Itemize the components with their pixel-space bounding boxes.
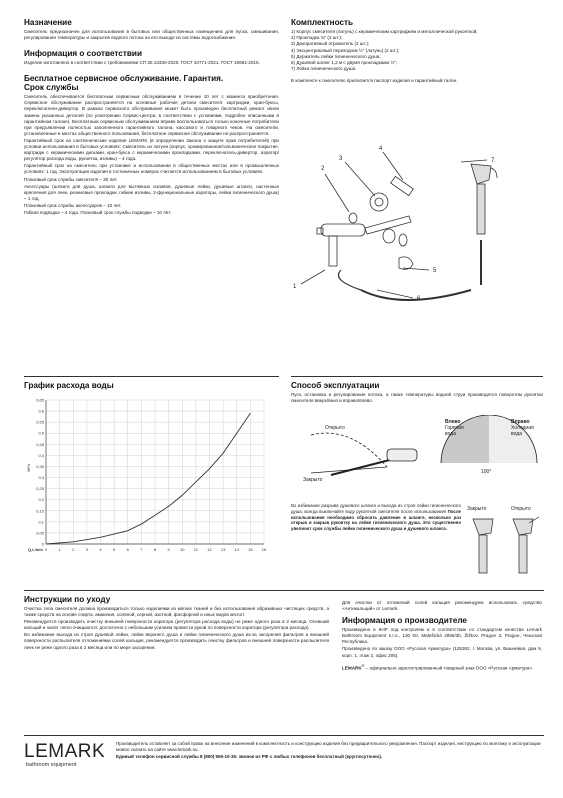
x-tick-label: 0 [44, 547, 48, 552]
y-tick-label: 0,3 [38, 475, 44, 481]
y-tick-label: 0,65 [36, 397, 44, 403]
conformity-text: Изделие изготовлено в соответствии с требованиями СП 30.13330-2020, ГОСТ 34771-2021, ГОСТ 19681-2016. [24, 60, 260, 66]
flow-chart-section [24, 381, 279, 567]
manufacturer-p3 [342, 663, 542, 672]
footer-line1: Производитель оставляет за собой право на внесение изменений в комплектность и конструкцию изделия без предварительного уведомления. Паспорт изделия, инструкцию по монтажу и эксплуатации можно скачать на сайте www.lemark.su. [116, 741, 541, 753]
kit-list [291, 29, 543, 72]
warranty-p2: Гарантийный срок на сантехнические изделия LEMARK (в определении Закона о защите прав потребителей) при условии использования в бытовых условиях: Смеситель из латуни (корпус, хромированное/гальваническое покрытие, картридж с керамическими дисками, кран-букса с керамическими прокладками, переключатель-дивертор, аэратор/регулятор расхода воды, рукоятка, изливы) – 4 года. [24, 137, 279, 162]
kit-item: 4) Эксцентриковый переходник ½" (латунь) (2 шт.); [291, 47, 400, 53]
flow-chart-title: График расхода воды [24, 381, 114, 390]
label-2: 2 [321, 166, 325, 172]
y-tick-label: 0,1 [38, 519, 44, 525]
warranty-p4: Плановый срок службы смесителя – 30 лет. [24, 176, 118, 182]
kit-note: В комплекте к смесителю прилагается паспорт изделия и гарантийный талон. [291, 78, 458, 84]
x-tick-label: 11 [193, 547, 198, 552]
brand-name: LEMARK [342, 665, 362, 671]
left-label: Влево [445, 419, 461, 425]
purpose-title: Назначение [24, 18, 72, 27]
manufacturer-title: Информация о производителе [342, 616, 467, 626]
warranty-title [24, 74, 279, 92]
x-tick-label: 8 [153, 547, 157, 552]
manufacturer-section [342, 600, 542, 672]
y-tick-label: 0,5 [38, 430, 44, 436]
kit-item: 5) Держатель лейки гигиенического душа; [291, 53, 381, 59]
warranty-p5: Аксессуары (шланги для душа, шланги для вытяжных изливов, душевые лейки, душевые штанги, настенные крепления для леек, резиновые прокладки, гибкие изливы, 2-функциональные аэраторы, лейки гигиенического душа) – 1 год. [24, 183, 279, 201]
manufacturer-p1: Произведено в КНР под контролем и в соответствии со стандартом качества Lemark Bathroom Equipment s.r.o., 130 00, Malešická 2855/2b, Žižkov, Prague 3, Prague, Чешская Республика. [342, 627, 542, 645]
kit-item: 2) Прокладка ¾" (2 шт.); [291, 35, 343, 41]
care-p1: Очистка тела смесителя должна производиться только изделиями из мягких тканей и без использования абразивных чистящих средств, а также средств на основе спирта, аммония, соляной, серной, азотной, фосфорной и иных видов кислот. [24, 606, 329, 618]
label-3: 3 [339, 156, 343, 162]
warranty-title-line1: Бесплатное сервисное обслуживание. Гарантия. [24, 74, 224, 84]
part-labels [293, 146, 495, 302]
footer-line2: Единый телефон сервисной службы 8 (800) 555-10-35: звонок из РФ с любых телефонов бесплатный (круглосуточно). [116, 753, 383, 759]
divider [24, 376, 279, 377]
open-label-2: Открыто [511, 506, 531, 512]
series-line [46, 413, 250, 544]
flow-chart [24, 392, 279, 562]
kit-item: 6) Душевой шланг 1,2 м с двумя прокладками ½"; [291, 60, 398, 66]
degree-label: 100° [481, 469, 492, 475]
label-5: 5 [433, 268, 437, 274]
y-axis-label: MPa [26, 463, 31, 472]
care-title: Инструкции по уходу [24, 595, 111, 604]
kit-item: 7) Лейка гигиенического душа. [291, 66, 357, 72]
y-tick-label: 0,55 [36, 419, 44, 425]
kit-item: 1) Корпус смесителя (латунь) с керамическим картриджем и металлической рукояткой; [291, 29, 478, 34]
y-tick-label: 0,25 [36, 486, 44, 492]
warranty-p1: Смеситель обеспечивается бесплатным сервисным обслуживанием в течение 10 лет с момента приобретения. Сервисное обслуживание распространяется на основные рабочие детали смесителя: картриджи, кран-буксы, переключатели-дивертор. В рамках сервисного обслуживания может быть произведен бесплатный ремонт и/или замена указанных деталей (по усмотрению Сервис-центра, в соответствии с условиями, подробно описанными в гарантийном талоне). Бесплатным сервисным обслуживанием вправе воспользоваться только конечные потребители при предъявлении полностью заполненного гарантийного талона, кассового и товарного чеков. На смесители, установленные в местах общественного пользования, бесплатное сервисное обслуживание не распространяется. [24, 94, 279, 136]
x-tick-label: 1 [58, 547, 61, 552]
label-4: 4 [379, 146, 383, 152]
usage-title: Способ эксплуатации [291, 381, 380, 390]
warranty-p3: Гарантийный срок на смеситель при установке и использовании в общественных местах или в промышленных условиях: 1 год. Эксплуатация изделия в гостиничных номерах считается использованием в бытовых условиях. [24, 163, 279, 175]
warranty-title-line2: Срок службы [24, 83, 79, 93]
y-tick-label: 0,35 [36, 463, 44, 469]
conformity-title: Информация о соответствии [24, 49, 142, 59]
y-tick-label: 0,05 [36, 530, 44, 536]
divider [291, 376, 543, 377]
right-sub2: вода [511, 431, 522, 437]
sprayer-diagram [465, 503, 545, 578]
label-7: 7 [491, 158, 495, 164]
logo-main: LEMARK [24, 741, 106, 762]
footer-text [116, 741, 551, 760]
divider [24, 590, 544, 591]
warranty-p6: Плановый срок службы аксессуаров – 10 лет. [24, 202, 122, 208]
x-tick-label: 13 [220, 547, 226, 552]
lemark-logo [24, 742, 109, 778]
usage-section [291, 381, 543, 405]
exploded-diagram [291, 140, 543, 380]
y-tick-label: 0 [41, 541, 44, 547]
divider [24, 735, 544, 736]
closed-label-2: Закрыто [467, 506, 487, 512]
x-tick-label: 9 [167, 547, 170, 552]
footer [24, 740, 544, 780]
x-tick-label: 10 [180, 547, 185, 552]
usage-diagram [291, 415, 543, 500]
warranty-p7: Гибкая подводка – 4 года. Плановый срок службы подводки – 10 лет. [24, 209, 172, 215]
care-p4: Для очистки от отложений солей кальция рекомендуем использовать средство «Антикальций» от Lemark. [342, 600, 542, 612]
x-tick-label: 2 [72, 547, 75, 552]
y-tick-label: 0,15 [36, 508, 44, 514]
usage-warning [291, 503, 461, 532]
x-tick-label: 15 [248, 547, 253, 552]
kit-title: Комплектность [291, 18, 354, 27]
open-label-1: Открыто [325, 425, 345, 431]
left-column [24, 18, 279, 217]
care-section [24, 595, 329, 652]
x-tick-label: 7 [140, 547, 143, 552]
right-column [291, 18, 543, 86]
label-1: 1 [293, 284, 297, 290]
left-sub2: вода [445, 431, 456, 437]
usage-text: Пуск, остановка и регулирование потока, а также температуры водной струи производятся поворотом рукоятки смесителя вверх/вниз и вправо/влево. [291, 392, 543, 404]
y-tick-label: 0,4 [38, 452, 44, 458]
kit-item: 3) Декоративный отражатель (2 шт.); [291, 41, 370, 47]
x-tick-label: 16 [261, 547, 267, 552]
x-tick-label: 4 [99, 547, 102, 552]
logo-sub: bathroom equipment [26, 762, 77, 768]
brand-text: – официально зарегистрированный товарный знак ООО «Русская Арматура». [364, 665, 534, 671]
purpose-text: Смеситель предназначен для использования в бытовых или общественных помещениях для пуска, смешивания, регулирования температуры и закрытия водного потока на его выходе из системы водоснабжения. [24, 29, 279, 41]
closed-label-1: Закрыто [303, 477, 323, 483]
y-tick-label: 0,6 [38, 408, 44, 414]
x-tick-label: 14 [234, 547, 239, 552]
x-tick-label: 12 [207, 547, 212, 552]
x-tick-label: 5 [113, 547, 116, 552]
right-sub1: Холодная [511, 425, 534, 431]
right-label: Вправо [511, 419, 530, 425]
x-axis-label: Q,L/min [28, 547, 43, 552]
label-6: 6 [417, 296, 421, 302]
care-p3: Во избежание выхода из строя душевой лейки, лейки верхнего душа и лейки гигиенического душа из-за засорения фильтров и внешней поверхности распылителя отложениями солей кальция, рекомендуется производить очистку фильтров и внешней поверхности распылителя леек не реже одного раза в 2 месяца или по мере засорения. [24, 632, 329, 650]
y-tick-label: 0,2 [38, 497, 44, 503]
reg-mark: ® [361, 663, 365, 668]
care-p2: Рекомендуется производить очистку внешней поверхности аэратора (регулятора расхода воды) не реже одного раза в 2 месяца. Осевший кальций и налет легко очищаются: достаточно с небольшим усилием провести рукой по поверхности аэратора (регулятора расхода). [24, 619, 329, 631]
manufacturer-p2: Произведено по заказу ООО «Русская Арматура» (125362, г. Москва, ул. Вишневая, дом 9, корп. 1, этаж 2, офис 205). [342, 646, 542, 658]
left-sub1: Горячая [445, 425, 464, 431]
warning-bold: После использования необходимо сбросить давление в шланге, несколько раз открыв и закрыв рукоятку на лейке гигиенического душа. Это существенно увеличит срок службы лейки гигиенического душа и душевого шланга. [291, 508, 461, 532]
x-tick-label: 3 [85, 547, 88, 552]
warning-normal: Во избежание разрыва душевого шланга и выхода из строя лейки гигиенического душа, всегда выключайте воду рукояткой смесителя после использования! [291, 503, 461, 514]
x-tick-label: 6 [126, 547, 129, 552]
y-tick-label: 0,45 [36, 441, 44, 447]
